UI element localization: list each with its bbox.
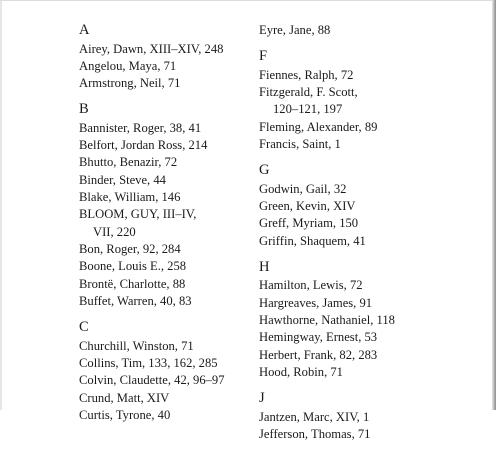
index-entry (79, 372, 259, 389)
index-entry-text: Blake, William, 146 (79, 190, 181, 205)
index-entry (79, 206, 259, 241)
index-group (259, 22, 439, 39)
index-letter-heading: B (79, 101, 89, 118)
index-group (259, 48, 439, 153)
index-letter-heading: F (259, 48, 268, 65)
index-entry-text: Hawthorne, Nathaniel, 118 (259, 313, 395, 328)
index-entry (79, 41, 259, 58)
index-entry (259, 426, 439, 443)
index-entry (79, 154, 259, 171)
index-entry-text: Buffet, Warren, 40, 83 (79, 293, 192, 308)
index-entry-text: Griffin, Shaquem, 41 (259, 233, 366, 248)
index-entry (259, 364, 439, 381)
index-entry (79, 172, 259, 189)
index-letter-heading: J (259, 390, 265, 407)
index-entry-text: Angelou, Maya, 71 (79, 58, 177, 73)
index-entry (259, 409, 439, 426)
index-entry (79, 390, 259, 407)
index-entry (79, 293, 259, 310)
index-entry (79, 407, 259, 424)
index-entry (79, 189, 259, 206)
index-entry-text: Crund, Matt, XIV (79, 390, 170, 405)
index-entry-text: Eyre, Jane, 88 (259, 23, 331, 37)
index-entry-text: Greff, Myriam, 150 (259, 216, 359, 231)
index-group (79, 319, 259, 424)
index-entry (259, 67, 439, 84)
index-entry (79, 120, 259, 137)
index-entry (79, 58, 259, 75)
index-entry (259, 312, 439, 329)
index-entry-text: Hood, Robin, 71 (259, 364, 343, 379)
index-entry-text: Francis, Saint, 1 (259, 136, 341, 151)
index-entry-continuation: 120–121, 197 (273, 102, 343, 117)
index-entry-text: Armstrong, Neil, 71 (79, 76, 181, 91)
index-entry (259, 136, 439, 153)
index-entry-text: Jantzen, Marc, XIV, 1 (259, 409, 370, 424)
index-entry-text: Colvin, Claudette, 42, 96–97 (79, 373, 225, 388)
index-letter-heading: A (79, 22, 90, 38)
index-entry (259, 22, 439, 39)
index-entry (259, 277, 439, 294)
index-entry-text: Hamilton, Lewis, 72 (259, 278, 363, 293)
index-entry-text: Curtis, Tyrone, 40 (79, 407, 171, 422)
index-entry (259, 198, 439, 215)
index-entry-text: BLOOM, GUY, III–IV, (79, 207, 197, 222)
index-entry (259, 119, 439, 136)
index-entry-text: Churchill, Winston, 71 (79, 338, 194, 353)
index-entry-text: Fitzgerald, F. Scott, (259, 85, 358, 100)
index-entry-text: Green, Kevin, XIV (259, 199, 356, 214)
index-entry (259, 84, 439, 119)
page-edge-shadow (492, 0, 496, 410)
index-entry-text: Bon, Roger, 92, 284 (79, 241, 181, 256)
index-column-right (259, 22, 439, 452)
index-group (79, 22, 259, 92)
index-entry-text: Fleming, Alexander, 89 (259, 119, 378, 134)
index-entry-continuation: VII, 220 (93, 224, 136, 239)
page-top-edge (0, 0, 496, 1)
index-group (259, 162, 439, 250)
index-entry (259, 215, 439, 232)
index-entry-text: Herbert, Frank, 82, 283 (259, 347, 378, 362)
index-group (259, 390, 439, 443)
index-entry (259, 233, 439, 250)
index-entry-text: Godwin, Gail, 32 (259, 181, 347, 196)
index-entry-text: Bannister, Roger, 38, 41 (79, 120, 202, 135)
index-entry (79, 276, 259, 293)
index-entry-text: Binder, Steve, 44 (79, 172, 166, 187)
index-entry-text: Jefferson, Thomas, 71 (259, 427, 371, 442)
index-entry-text: Belfort, Jordan Ross, 214 (79, 138, 208, 153)
index-entry (79, 137, 259, 154)
index-entry (79, 75, 259, 92)
index-entry-text: Boone, Louis E., 258 (79, 259, 187, 274)
index-entry (259, 347, 439, 364)
index-letter-heading: H (259, 258, 270, 275)
index-entry-text: Brontë, Charlotte, 88 (79, 276, 186, 291)
index-entry (259, 181, 439, 198)
index-entry (79, 241, 259, 258)
index-entry-text: Bhutto, Benazir, 72 (79, 155, 178, 170)
index-entry (79, 355, 259, 372)
index-group (259, 259, 439, 381)
index-entry (79, 338, 259, 355)
index-letter-heading: G (259, 162, 270, 179)
index-entry (259, 329, 439, 346)
index-entry-text: Hargreaves, James, 91 (259, 295, 373, 310)
index-entry-text: Hemingway, Ernest, 53 (259, 330, 378, 345)
index-group (79, 101, 259, 310)
index-column-left (79, 22, 259, 433)
index-entry-text: Fiennes, Ralph, 72 (259, 67, 354, 82)
index-entry (79, 258, 259, 275)
index-letter-heading: C (79, 319, 89, 336)
index-entry-text: Collins, Tim, 133, 162, 285 (79, 355, 218, 370)
index-entry-text: Airey, Dawn, XIII–XIV, 248 (79, 41, 224, 56)
index-entry (259, 295, 439, 312)
